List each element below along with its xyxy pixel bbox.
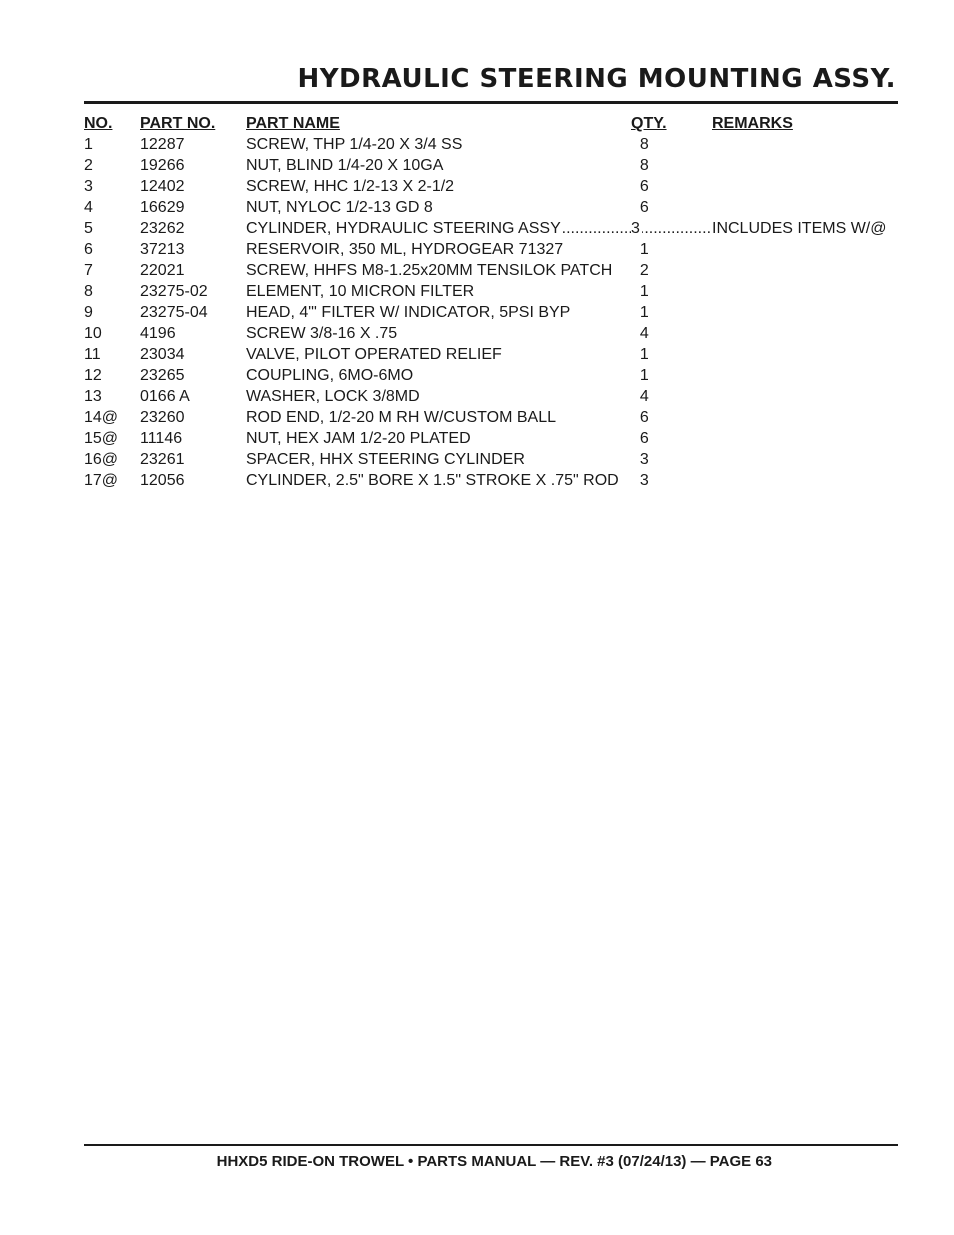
cell-remarks (712, 197, 898, 218)
cell-part-no: 23265 (140, 367, 185, 384)
cell-qty: 8 (639, 136, 649, 153)
cell-remarks (712, 407, 898, 428)
cell-no: 14@ (84, 409, 119, 426)
cell-part-name: SCREW, THP 1/4-20 X 3/4 SS (246, 136, 463, 153)
table-row (84, 260, 898, 281)
cell-part-no: 4196 (140, 325, 176, 342)
cell-part-no: 12287 (140, 136, 185, 153)
cell-no: 3 (84, 178, 93, 195)
cell-no: 11 (84, 346, 101, 363)
cell-qty: 6 (639, 178, 649, 195)
cell-no: 13 (84, 388, 102, 405)
page-footer: HHXD5 RIDE-ON TROWEL • PARTS MANUAL — REV. #3 (07/24/13) — PAGE 63 (216, 1153, 772, 1170)
cell-part-no: 22021 (140, 262, 185, 279)
cell-qty: 3 (639, 451, 649, 468)
cell-qty: 3 (639, 472, 649, 489)
cell-qty: 6 (639, 409, 649, 426)
cell-part-no: 0166 A (140, 388, 190, 405)
cell-qty: 1 (639, 241, 649, 258)
table-row (84, 197, 898, 218)
cell-qty: 1 (639, 283, 649, 300)
cell-part-name: RESERVOIR, 350 ML, HYDROGEAR 71327 (246, 241, 564, 258)
cell-remarks (712, 155, 898, 176)
page-title: HYDRAULIC STEERING MOUNTING ASSY. (297, 64, 896, 94)
header-part-no: PART NO. (140, 115, 216, 132)
table-row (84, 386, 898, 407)
cell-no: 12 (84, 367, 102, 384)
cell-no: 17@ (84, 472, 119, 489)
cell-part-name: CYLINDER, 2.5" BORE X 1.5" STROKE X .75" ROD (246, 472, 619, 489)
cell-qty: 4 (639, 325, 649, 342)
table-row (84, 134, 898, 155)
cell-qty: 3 ..... (631, 218, 712, 239)
header-part-name: PART NAME (246, 115, 340, 132)
cell-part-no: 19266 (140, 157, 185, 174)
cell-part-no: 23275-02 (140, 283, 208, 300)
cell-qty: 8 (639, 157, 649, 174)
parts-table (84, 113, 898, 491)
cell-remarks (712, 386, 898, 407)
table-row (84, 344, 898, 365)
table-row (84, 218, 898, 239)
cell-part-name: SCREW, HHFS M8-1.25x20MM TENSILOK PATCH (246, 262, 613, 279)
cell-part-name: NUT, HEX JAM 1/2-20 PLATED (246, 430, 471, 447)
title-divider (84, 101, 898, 104)
cell-remarks (712, 449, 898, 470)
cell-part-name: SCREW 3/8-16 X .75 (246, 325, 398, 342)
table-row (84, 323, 898, 344)
cell-no: 10 (84, 325, 102, 342)
cell-remarks (712, 239, 898, 260)
cell-part-name: CYLINDER, HYDRAULIC STEERING ASSY ..... (246, 218, 631, 239)
cell-part-name: HEAD, 4"' FILTER W/ INDICATOR, 5PSI BYP (246, 304, 571, 321)
header-remarks: REMARKS (712, 115, 793, 132)
cell-remarks: INCLUDES ITEMS W/@ (712, 220, 887, 237)
header-qty: QTY. (631, 115, 667, 132)
table-row (84, 239, 898, 260)
cell-no: 2 (84, 157, 93, 174)
table-row (84, 302, 898, 323)
cell-part-no: 37213 (140, 241, 185, 258)
cell-part-no: 12402 (140, 178, 185, 195)
cell-part-name: VALVE, PILOT OPERATED RELIEF (246, 346, 502, 363)
cell-part-no: 23034 (140, 346, 185, 363)
cell-no: 4 (84, 199, 93, 216)
table-body (84, 134, 898, 491)
cell-no: 16@ (84, 451, 119, 468)
cell-part-no: 16629 (140, 199, 185, 216)
table-header (84, 113, 898, 134)
cell-part-name: SPACER, HHX STEERING CYLINDER (246, 451, 525, 468)
header-no: NO. (84, 115, 113, 132)
cell-remarks (712, 470, 898, 491)
table-row (84, 365, 898, 386)
cell-part-no: 23262 (140, 220, 185, 237)
footer-divider (84, 1144, 898, 1146)
cell-remarks (712, 344, 898, 365)
cell-part-name: COUPLING, 6MO-6MO (246, 367, 414, 384)
cell-no: 1 (84, 136, 93, 153)
cell-part-name: ELEMENT, 10 MICRON FILTER (246, 283, 475, 300)
cell-part-no: 12056 (140, 472, 185, 489)
cell-qty: 1 (639, 304, 649, 321)
table-row (84, 176, 898, 197)
cell-no: 5 (84, 220, 93, 237)
cell-remarks (712, 323, 898, 344)
cell-qty: 1 (639, 367, 649, 384)
cell-qty: 6 (639, 199, 649, 216)
cell-part-name: NUT, BLIND 1/4-20 X 10GA (246, 157, 444, 174)
cell-remarks (712, 302, 898, 323)
cell-qty: 2 (639, 262, 649, 279)
cell-no: 15@ (84, 430, 119, 447)
table-row (84, 407, 898, 428)
cell-qty: 1 (639, 346, 649, 363)
cell-remarks (712, 134, 898, 155)
cell-remarks (712, 281, 898, 302)
cell-part-no: 23260 (140, 409, 185, 426)
table-row (84, 470, 898, 491)
table-row (84, 155, 898, 176)
cell-qty: 6 (639, 430, 649, 447)
cell-no: 8 (84, 283, 93, 300)
cell-part-name: ROD END, 1/2-20 M RH W/CUSTOM BALL (246, 409, 556, 426)
cell-part-no: 23261 (140, 451, 185, 468)
cell-remarks (712, 365, 898, 386)
cell-remarks (712, 428, 898, 449)
cell-no: 7 (84, 262, 93, 279)
cell-part-name: SCREW, HHC 1/2-13 X 2-1/2 (246, 178, 455, 195)
cell-part-no: 23275-04 (140, 304, 208, 321)
cell-part-no: 11146 (140, 430, 183, 447)
cell-qty: 4 (639, 388, 649, 405)
table-row (84, 449, 898, 470)
cell-no: 9 (84, 304, 93, 321)
cell-remarks (712, 176, 898, 197)
cell-part-name: WASHER, LOCK 3/8MD (246, 388, 420, 405)
cell-remarks (712, 260, 898, 281)
table-row (84, 281, 898, 302)
cell-part-name: NUT, NYLOC 1/2-13 GD 8 (246, 199, 433, 216)
table-row (84, 428, 898, 449)
cell-no: 6 (84, 241, 93, 258)
